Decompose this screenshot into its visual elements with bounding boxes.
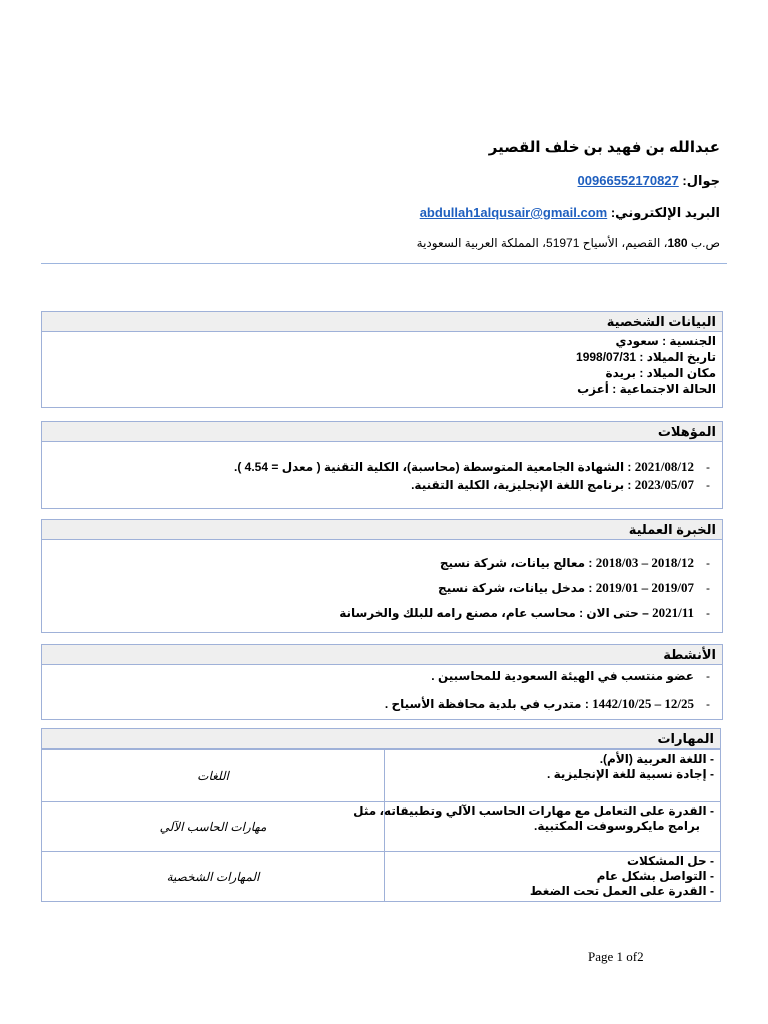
skill-category: اللغات [42, 750, 385, 802]
skills-title: المهارات [41, 728, 721, 749]
experience-item: - 2018/03 – 2018/12 : معالج بيانات، شركة نسيج [439, 555, 710, 570]
activities-section [41, 644, 723, 720]
activity-item: - عضو منتسب في الهيئة السعودية للمحاسبين . [431, 669, 710, 683]
address-prefix: ص.ب [690, 236, 720, 250]
email-label: البريد الإلكتروني: [610, 205, 720, 220]
header-divider [41, 263, 727, 264]
table-row [42, 852, 721, 902]
qualification-item: - 2023/05/07 : برنامج اللغة الإنجليزية، الكلية التقنية. [411, 477, 710, 492]
table-row [42, 802, 721, 852]
experience-section [41, 519, 723, 633]
experience-title: الخبرة العملية [42, 520, 722, 540]
email-line [420, 205, 720, 221]
mobile-link[interactable]: 00966552170827 [577, 173, 679, 188]
skill-category: مهارات الحاسب الآلي [42, 802, 385, 852]
birth-place: مكان الميلاد : بريدة [605, 366, 716, 380]
email-link[interactable]: abdullah1alqusair@gmail.com [419, 205, 608, 220]
address-rest: ، القصيم، الأسياح 51971، المملكة العربية السعودية [416, 236, 668, 250]
address-po-box: 180 [667, 236, 688, 250]
birth-date: تاريخ الميلاد : 1998/07/31 [576, 350, 716, 364]
skills-section [41, 728, 721, 902]
mobile-label: جوال: [682, 173, 720, 188]
qualifications-title: المؤهلات [42, 422, 722, 442]
marital-status: الحالة الاجتماعية : أعزب [577, 382, 716, 396]
activities-title: الأنشطة [42, 645, 722, 665]
address-line [417, 236, 720, 250]
skill-details: - حل المشكلات - التواصل بشكل عام - القدرة على العمل تحت الضغط [385, 852, 721, 902]
skill-category: المهارات الشخصية [42, 852, 385, 902]
skill-details: - القدرة على التعامل مع مهارات الحاسب الآلي وتطبيقاته، مثل برامج مايكروسوفت المكتبية. [385, 802, 721, 852]
skill-details: - اللغة العربية (الأم). - إجادة نسبية للغة الإنجليزية . [385, 750, 721, 802]
table-row [42, 750, 721, 802]
activity-item: - 1442/10/25 – 12/25 : متدرب في بلدية محافظة الأسياح . [384, 696, 710, 711]
experience-item: - 2019/01 – 2019/07 : مدخل بيانات، شركة نسيج [438, 580, 710, 595]
applicant-name: عبدالله بن فهيد بن خلف القصير [488, 139, 720, 156]
qualifications-section [41, 421, 723, 509]
experience-item: - 2021/11 – حتى الان : محاسب عام، مصنع رامه للبلك والخرسانة [339, 605, 710, 620]
mobile-line [578, 173, 720, 189]
qualification-item: - 2021/08/12 : الشهادة الجامعية المتوسطة (محاسبة)، الكلية التقنية ( معدل = 4.54 ). [233, 459, 710, 474]
personal-title: البيانات الشخصية [42, 312, 722, 332]
skills-table [41, 749, 721, 902]
nationality: الجنسية : سعودي [615, 334, 716, 348]
personal-section [41, 311, 723, 408]
page-number: Page 1 of2 [588, 949, 644, 964]
